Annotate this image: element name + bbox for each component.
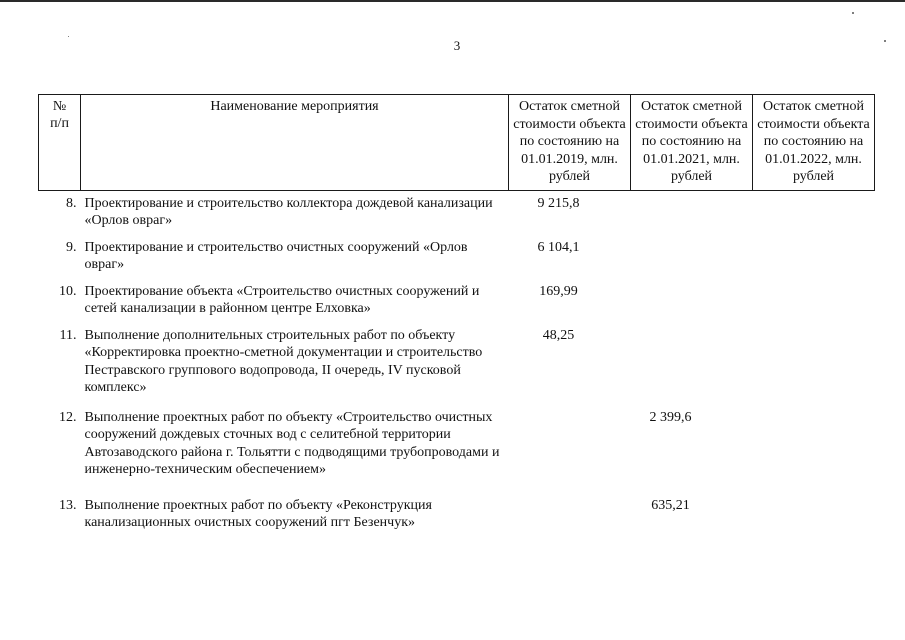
row-balance-2021 bbox=[631, 239, 753, 283]
row-balance-2021 bbox=[631, 283, 753, 327]
row-balance-2019 bbox=[509, 239, 631, 283]
row-name: Выполнение проектных работ по объекту «Реконструкция канализационных очистных сооружений пгт Безенчук» bbox=[84, 497, 432, 530]
row-balance-2019 bbox=[509, 327, 631, 409]
row-balance-2019-value: 169,99 bbox=[539, 283, 578, 299]
row-number: 10. bbox=[59, 283, 77, 299]
row-number: 9. bbox=[66, 239, 77, 255]
header-number-label: № п/п bbox=[50, 99, 69, 131]
table-row bbox=[39, 497, 875, 537]
row-balance-2021 bbox=[631, 190, 753, 239]
row-balance-2019-value: 9 215,8 bbox=[537, 195, 580, 211]
budget-table bbox=[38, 94, 875, 537]
row-balance-2022 bbox=[753, 283, 875, 327]
scan-top-edge bbox=[0, 0, 905, 2]
row-balance-2022 bbox=[753, 327, 875, 409]
header-name bbox=[81, 95, 509, 191]
table-row bbox=[39, 283, 875, 327]
row-balance-2019 bbox=[509, 283, 631, 327]
header-balance-2021-label: Остаток сметной стоимости объекта по состоянию на 01.01.2021, млн. рублей bbox=[635, 99, 748, 184]
page-number: 3 bbox=[453, 38, 461, 53]
row-balance-2019 bbox=[509, 497, 631, 537]
row-balance-2021 bbox=[631, 327, 753, 409]
row-number: 12. bbox=[59, 409, 77, 425]
header-balance-2022 bbox=[753, 95, 875, 191]
row-balance-2022 bbox=[753, 190, 875, 239]
header-balance-2019 bbox=[509, 95, 631, 191]
table-header bbox=[39, 95, 875, 191]
table-row bbox=[39, 190, 875, 239]
scan-speck bbox=[852, 12, 854, 14]
row-name: Выполнение проектных работ по объекту «Строительство очистных сооружений дождевых сточных вод с селитебной территории Автозаводского района г. Тольятти с подводящими трубопроводами и инженерно-техническим обеспечением» bbox=[84, 409, 500, 477]
row-balance-2021-value: 2 399,6 bbox=[649, 409, 692, 425]
row-name: Проектирование и строительство очистных сооружений «Орлов овраг» bbox=[84, 239, 468, 272]
scan-speck bbox=[68, 36, 69, 37]
row-balance-2019 bbox=[509, 190, 631, 239]
row-balance-2019-value: 48,25 bbox=[542, 327, 575, 343]
row-number: 11. bbox=[59, 327, 77, 343]
header-balance-2021 bbox=[631, 95, 753, 191]
table-row bbox=[39, 327, 875, 409]
header-number bbox=[39, 95, 81, 191]
row-balance-2022 bbox=[753, 239, 875, 283]
row-name: Проектирование объекта «Строительство очистных сооружений и сетей канализации в районном центре Елховка» bbox=[84, 283, 480, 316]
row-balance-2022 bbox=[753, 497, 875, 537]
row-balance-2019-value: 6 104,1 bbox=[537, 239, 580, 255]
row-number: 8. bbox=[66, 195, 77, 211]
row-name: Проектирование и строительство коллектора дождевой канализации «Орлов овраг» bbox=[84, 195, 493, 228]
row-balance-2019 bbox=[509, 409, 631, 497]
header-balance-2022-label: Остаток сметной стоимости объекта по состоянию на 01.01.2022, млн. рублей bbox=[757, 99, 870, 184]
table-row bbox=[39, 409, 875, 497]
row-balance-2021 bbox=[631, 409, 753, 497]
row-balance-2022 bbox=[753, 409, 875, 497]
scan-speck bbox=[884, 40, 886, 42]
table-row bbox=[39, 239, 875, 283]
header-balance-2019-label: Остаток сметной стоимости объекта по состоянию на 01.01.2019, млн. рублей bbox=[513, 99, 626, 184]
table-body bbox=[39, 190, 875, 537]
row-balance-2021-value: 635,21 bbox=[651, 497, 690, 513]
row-name: Выполнение дополнительных строительных работ по объекту «Корректировка проектно-сметной документации и строительство Пестравского группового водопровода, II очередь, IV пусковой комплекс» bbox=[84, 327, 483, 395]
row-balance-2021 bbox=[631, 497, 753, 537]
row-number: 13. bbox=[59, 497, 77, 513]
header-name-label: Наименование мероприятия bbox=[210, 99, 379, 114]
